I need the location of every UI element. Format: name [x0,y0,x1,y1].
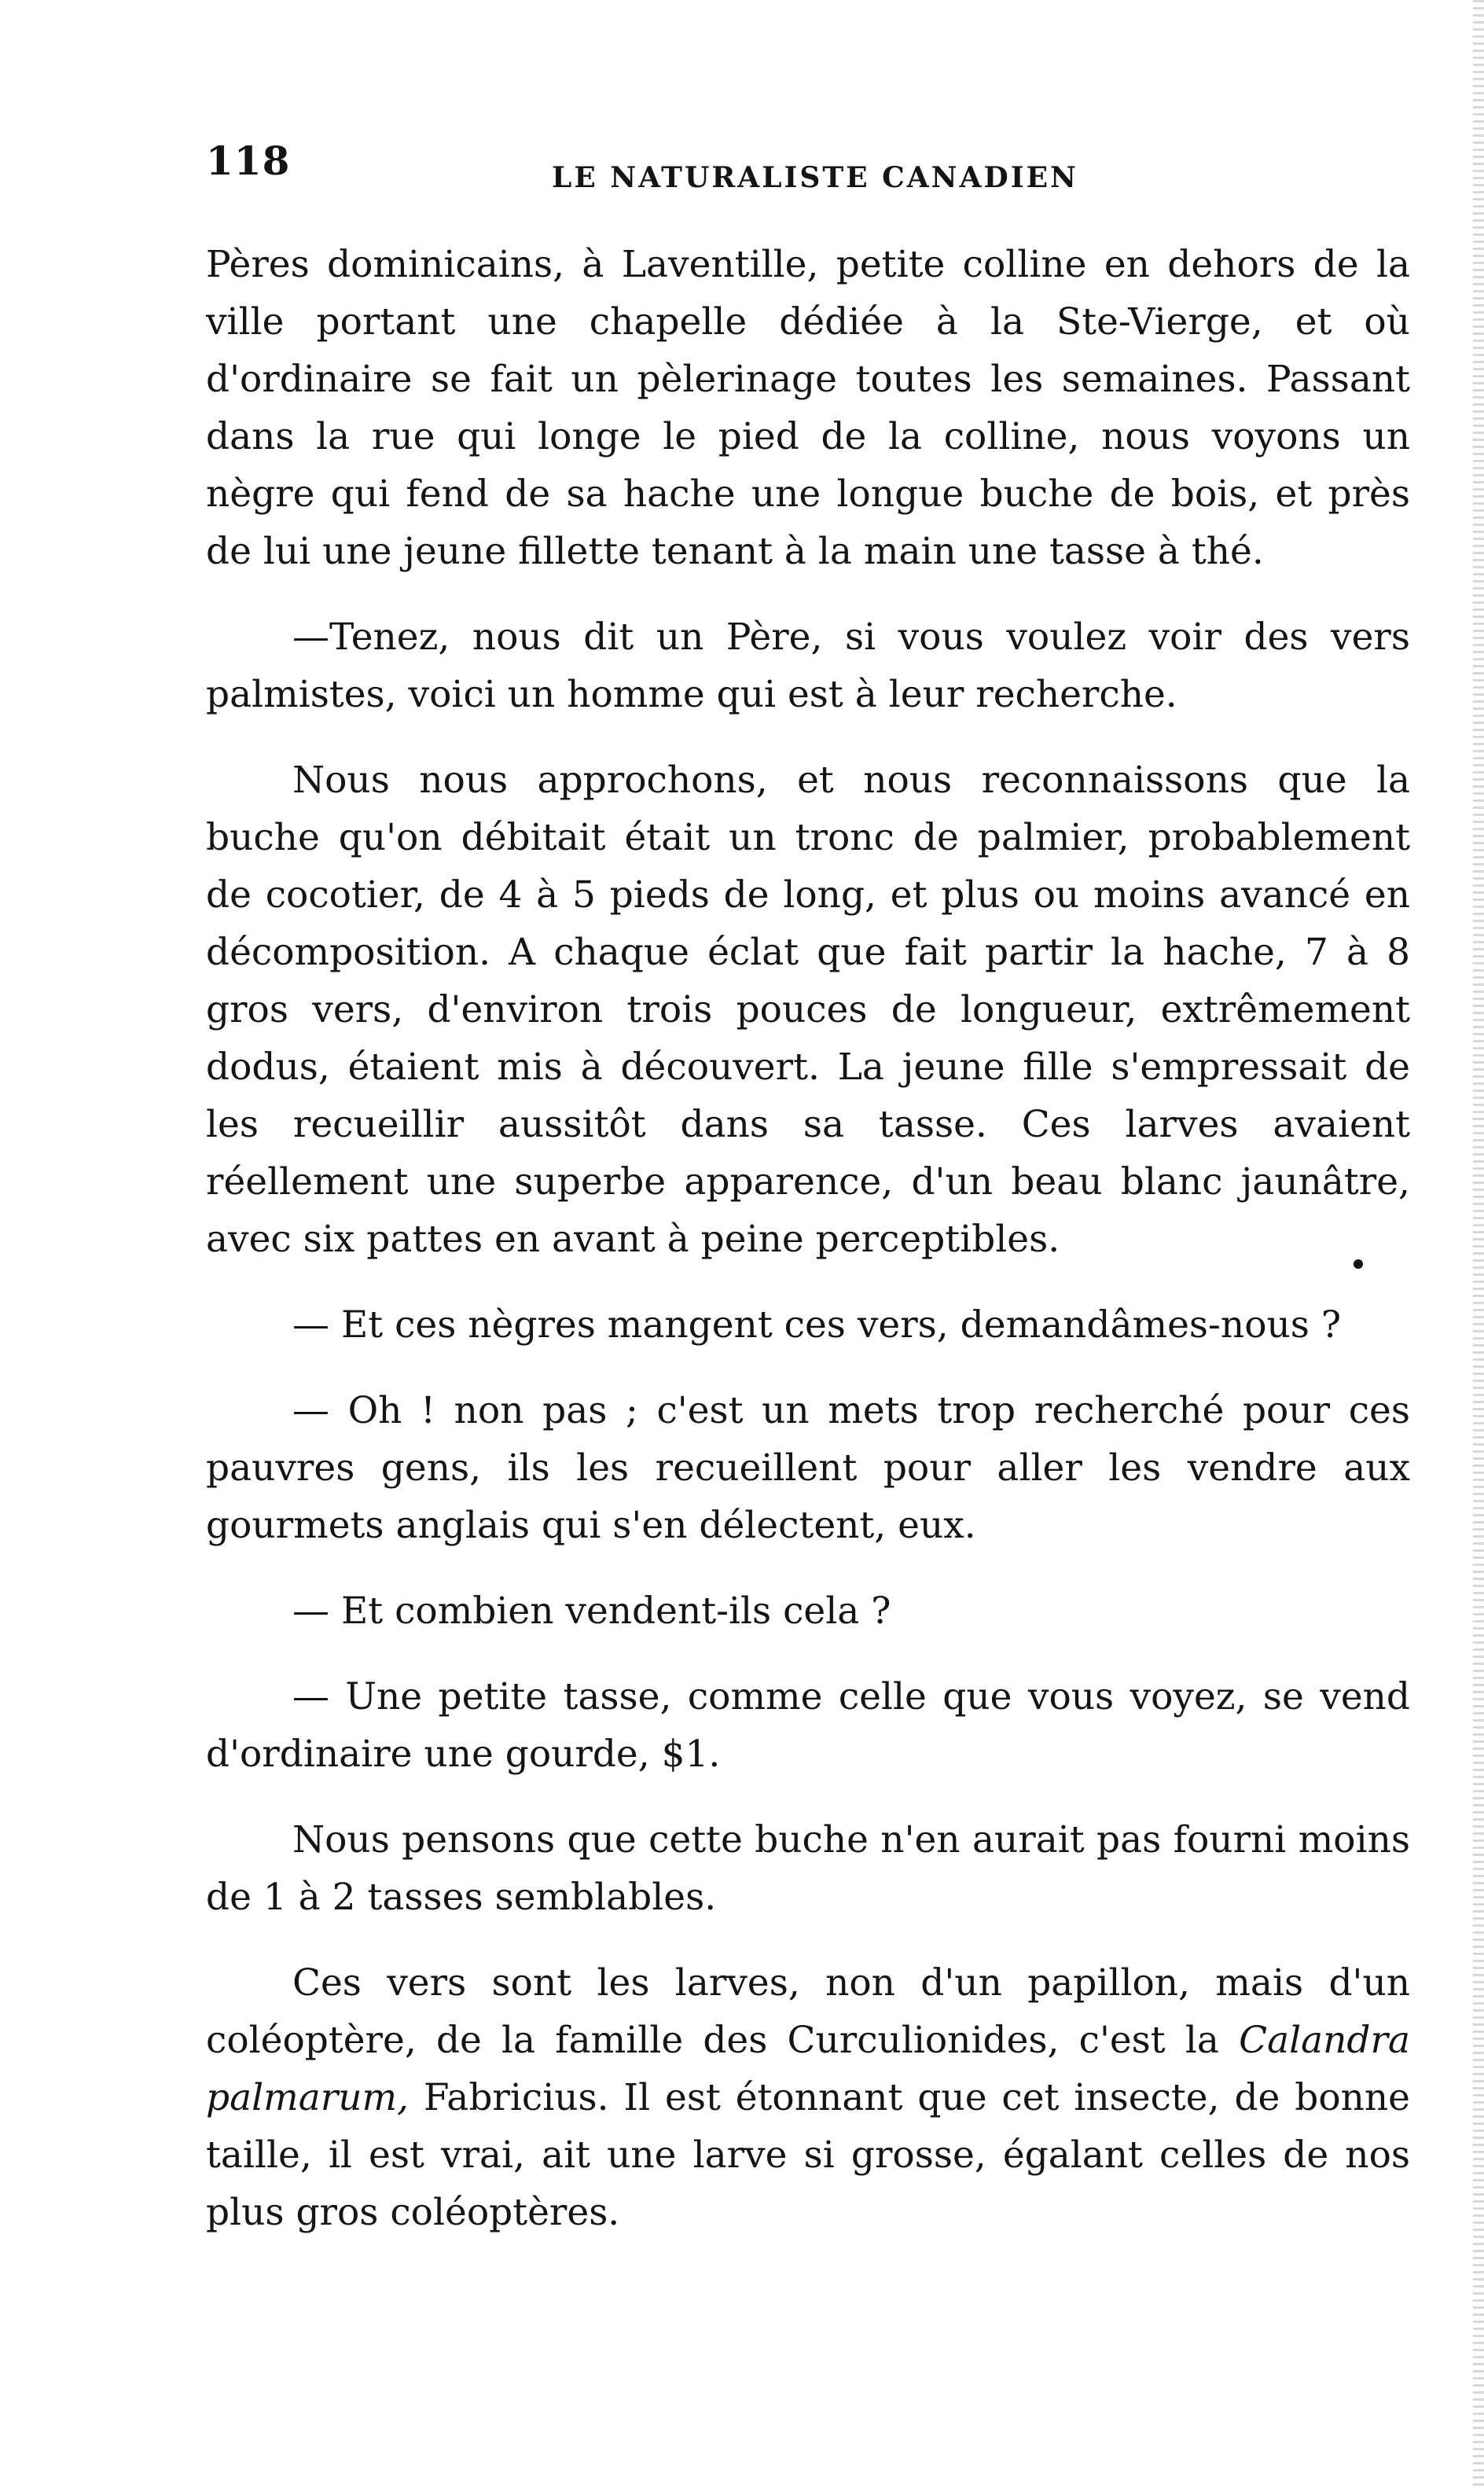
page-header [206,138,1410,193]
paragraph-identification [206,1954,1410,2241]
ink-speck [1354,1259,1363,1269]
paragraph-estimate: Nous pensons que cette buche n'en aurait pas fourni moins de 1 à 2 tasses semblables. [206,1818,1410,1919]
body-text [206,236,1410,2269]
paragraph-dialogue: — Oh ! non pas ; c'est un mets trop recherché pour ces pauvres gens, ils les recueillent pour aller les vendre aux gourmets anglais qui s'en délectent, eux. [206,1389,1410,1547]
paragraph-dialogue: — Et combien vendent-ils cela ? [292,1589,891,1633]
text-segment: Fabricius. Il est étonnant que cet insecte, de bonne taille, il est vrai, ait une larve si grosse, égalant celles de nos plus gros coléoptères. [206,2076,1410,2234]
text-segment: Ces vers sont les larves, non d'un papillon, mais d'un coléoptère, de la famille des Curculionides, c'est la [206,1961,1410,2062]
page-edge-shadow [1473,0,1484,2488]
running-title: LE NATURALISTE CANADIEN [552,161,1078,194]
paragraph-description: Nous nous approchons, et nous reconnaissons que la buche qu'on débitait était un tronc de palmier, probablement de cocotier, de 4 à 5 pieds de long, et plus ou moins avancé en décomposition. A chaque éclat que fait partir la hache, 7 à 8 gros vers, d'environ trois pouces de longueur, extrêmement dodus, étaient mis à découvert. La jeune fille s'empressait de les recueillir aussitôt dans sa tasse. Ces larves avaient réellement une superbe apparence, d'un beau blanc jaunâtre, avec six pattes en avant à peine perceptibles. [206,759,1410,1261]
paragraph-dialogue: — Une petite tasse, comme celle que vous voyez, se vend d'ordinaire une gourde, $1. [206,1675,1410,1776]
paragraph-continuation: Pères dominicains, à Laventille, petite colline en dehors de la ville portant une chapelle dédiée à la Ste-Vierge, et où d'ordinaire se fait un pèlerinage toutes les semaines. Passant dans la rue qui longe le pied de la colline, nous voyons un nègre qui fend de sa hache une longue buche de bois, et près de lui une jeune fillette tenant à la main une tasse à thé. [206,243,1410,573]
paragraph-dialogue: — Et ces nègres mangent ces vers, demandâmes-nous ? [292,1303,1342,1347]
species-name: Calandra palmarum, [206,2019,1410,2119]
paragraph-dialogue: —Tenez, nous dit un Père, si vous voulez voir des vers palmistes, voici un homme qui est à leur recherche. [206,616,1410,716]
page-number: 118 [206,138,291,184]
